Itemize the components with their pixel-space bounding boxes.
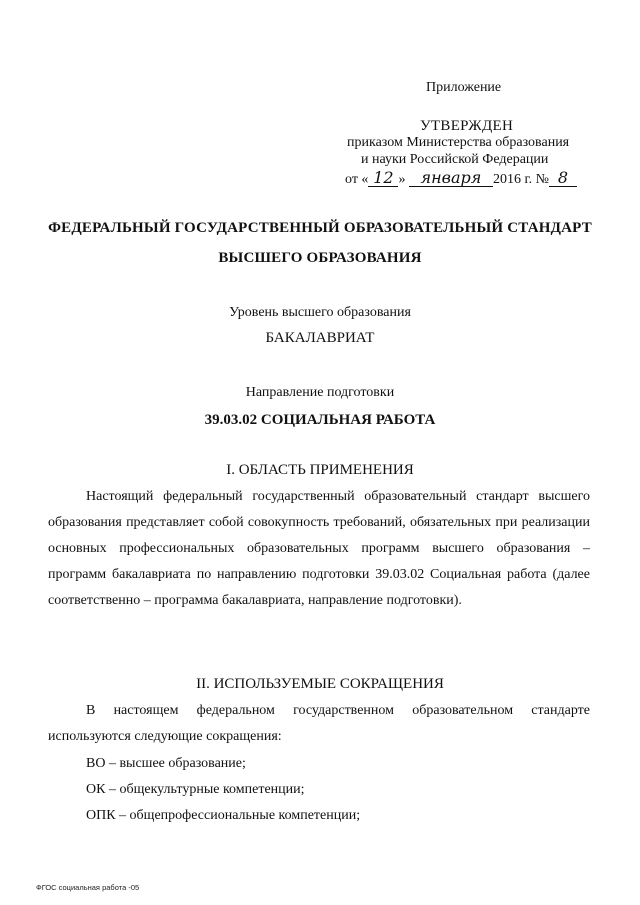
order-date-line <box>345 170 577 188</box>
section-2-paragraph: В настоящем федеральном государственном образовательном стандарте используются следующие сокращения: <box>48 703 590 744</box>
order-line-1: приказом Министерства образования <box>347 135 570 150</box>
abbreviation-item: ОК – общекультурные компетенции; <box>86 782 305 797</box>
order-line-2: и науки Российской Федерации <box>361 152 549 167</box>
direction-value: 39.03.02 СОЦИАЛЬНАЯ РАБОТА <box>204 412 436 428</box>
footer-text: ФГОС социальная работа -05 <box>36 883 140 892</box>
handwritten-day: 12 <box>368 170 398 187</box>
direction-label: Направление подготовки <box>245 385 395 400</box>
handwritten-order-number: 8 <box>549 170 577 187</box>
document-title-line-1: ФЕДЕРАЛЬНЫЙ ГОСУДАРСТВЕННЫЙ ОБРАЗОВАТЕЛЬНЫЙ СТАНДАРТ <box>48 220 592 236</box>
education-level-value: БАКАЛАВРИАТ <box>265 330 375 346</box>
section-2-heading: II. ИСПОЛЬЗУЕМЫЕ СОКРАЩЕНИЯ <box>196 676 444 692</box>
education-level-label: Уровень высшего образования <box>229 305 411 320</box>
section-1-heading: I. ОБЛАСТЬ ПРИМЕНЕНИЯ <box>226 462 414 478</box>
approved-label: УТВЕРЖДЕН <box>420 118 514 134</box>
date-prefix: от « <box>345 172 369 187</box>
document-title-line-2: ВЫСШЕГО ОБРАЗОВАНИЯ <box>218 250 422 266</box>
date-year: 2016 г. № <box>492 172 549 187</box>
date-quote-close: » <box>398 172 406 187</box>
abbreviation-item: ОПК – общепрофессиональные компетенции; <box>86 808 361 823</box>
section-1-paragraph: Настоящий федеральный государственный образовательный стандарт высшего образования представляет собой совокупность требований, обязательных при реализации основных профессиональных образовательных программ высшего образования – программ бакалавриата по направлению подготовки 39.03.02 Социальная работа (далее соответственно – программа бакалавриата, направление подготовки). <box>48 489 590 608</box>
handwritten-month: января <box>409 170 493 187</box>
abbreviation-item: ВО – высшее образование; <box>86 756 246 771</box>
appendix-label: Приложение <box>426 80 502 95</box>
